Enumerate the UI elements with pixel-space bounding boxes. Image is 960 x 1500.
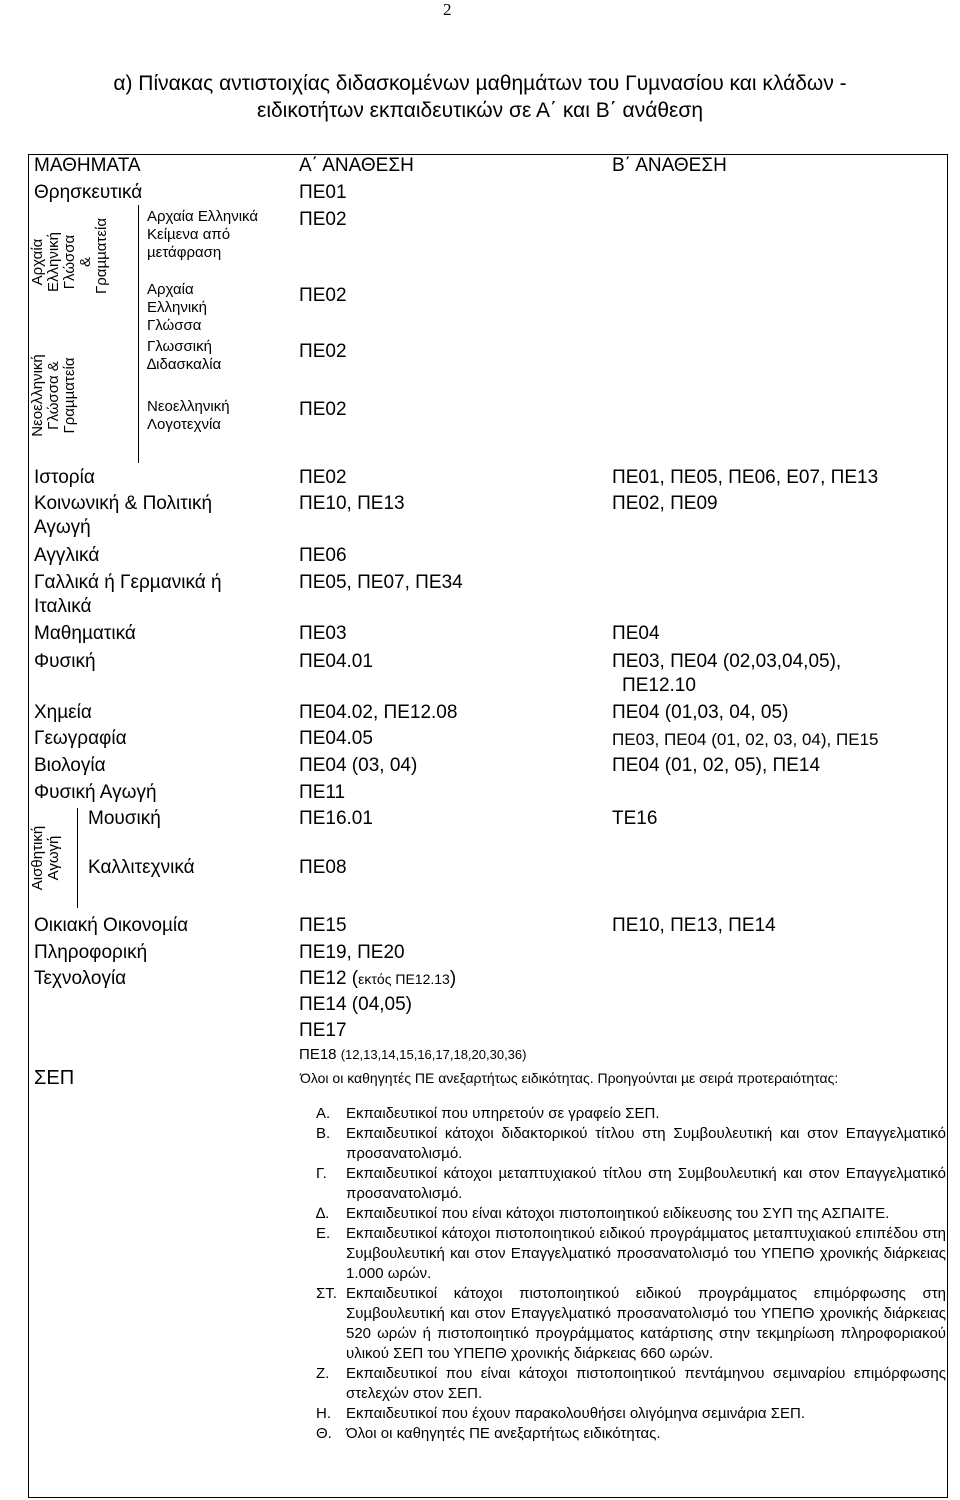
literature-a: ΠΕ02 [299, 399, 347, 420]
header-subject: ΜΑΘΗΜΑΤΑ [34, 155, 141, 176]
group-ancient-greek-label: Αρχαία Ελληνική Γλώσσα & Γραµµατεία [29, 217, 110, 294]
priority-item [316, 1164, 946, 1204]
priority-label: Ε. [316, 1225, 331, 1242]
home-econ-a: ΠΕ15 [299, 915, 347, 936]
priority-item [316, 1224, 946, 1284]
priority-text: Εκπαιδευτικοί που έχουν παρακολουθήσει ολιγόµηνα σεµινάρια ΣΕΠ. [346, 1405, 805, 1422]
geography-b: ΠΕ03, ΠΕ04 (01, 02, 03, 04), ΠΕ15 [612, 730, 879, 749]
home-econ-subject: Οικιακή Οικονοµία [34, 915, 189, 936]
arts-a: ΠΕ08 [299, 857, 347, 878]
priority-label: Θ. [316, 1425, 332, 1442]
title-line-2: ειδικοτήτων εκπαιδευτικών σε Α΄ και Β΄ ανάθεση [256, 99, 704, 122]
biology-b: ΠΕ04 (01, 02, 05), ΠΕ14 [612, 755, 821, 776]
aesthetic-group-divider [77, 808, 78, 908]
header-a-assignment: Α΄ ΑΝΑΘΕΣΗ [299, 155, 414, 176]
priority-item [316, 1104, 946, 1124]
maths-a: ΠΕ03 [299, 623, 347, 644]
ancient-lang-subject: Αρχαία Ελληνική Γλώσσα [147, 281, 208, 334]
chemistry-b: ΠΕ04 (01,03, 04, 05) [612, 702, 789, 723]
biology-subject: Βιολογία [34, 755, 106, 776]
priority-item [316, 1124, 946, 1164]
physics-b-line-1: ΠΕ03, ΠΕ04 (02,03,04,05), [612, 651, 842, 672]
chemistry-subject: Χηµεία [34, 702, 92, 723]
priority-text: Εκπαιδευτικοί που είναι κάτοχοι πιστοποιητικού πεντάµηνου σεµιναρίου επιµόρφωσης στελεχών στον ΣΕΠ. [346, 1365, 946, 1402]
priority-item [316, 1404, 946, 1424]
geography-a: ΠΕ04.05 [299, 728, 373, 749]
informatics-a: ΠΕ19, ΠΕ20 [299, 942, 405, 963]
informatics-subject: Πληροφορική [34, 942, 148, 963]
language-group-divider [138, 205, 139, 463]
physics-a: ΠΕ04.01 [299, 651, 373, 672]
title-line-1: α) Πίνακας αντιστοιχίας διδασκοµένων µαθηµάτων του Γυµνασίου και κλάδων - [113, 72, 847, 95]
language-a: ΠΕ02 [299, 341, 347, 362]
technology-a-line-2: ΠΕ14 (04,05) [299, 994, 413, 1015]
priority-text: Εκπαιδευτικοί κάτοχοι πιστοποιητικού ειδικού προγράµµατος µεταπτυχιακού επιπέδου στη Συµβουλευτική και στον Επαγγελµατικό προσανατολισµό του ΥΠΕΠΘ χρονικής διάρκειας 1.000 ωρών. [346, 1225, 946, 1282]
priority-item [316, 1424, 946, 1444]
english-subject: Αγγλικά [34, 545, 100, 566]
priority-label: Ζ. [316, 1365, 330, 1382]
page-number: 2 [443, 0, 452, 19]
technology-a-line-1: ΠΕ12 (εκτός ΠΕ12.13) [299, 968, 457, 989]
history-subject: Ιστορία [34, 467, 95, 488]
music-a: ΠΕ16.01 [299, 808, 373, 829]
table-top-border [28, 154, 948, 155]
table-right-border [947, 154, 948, 1497]
chemistry-a: ΠΕ04.02, ΠΕ12.08 [299, 702, 458, 723]
priority-text: Όλοι οι καθηγητές ΠΕ ανεξαρτήτως ειδικότητας. [346, 1425, 661, 1442]
biology-a: ΠΕ04 (03, 04) [299, 755, 418, 776]
civics-b: ΠΕ02, ΠΕ09 [612, 493, 718, 514]
maths-subject: Μαθηµατικά [34, 623, 136, 644]
civics-a: ΠΕ10, ΠΕ13 [299, 493, 405, 514]
technology-subject: Τεχνολογία [34, 968, 127, 989]
ancient-lang-a: ΠΕ02 [299, 285, 347, 306]
document-title [0, 70, 960, 124]
physics-subject: Φυσική [34, 651, 96, 672]
priority-label: ΣΤ. [316, 1285, 337, 1302]
group-aesthetic-label: Αισθητική Αγωγή [29, 825, 62, 891]
languages-a: ΠΕ05, ΠΕ07, ΠΕ34 [299, 572, 463, 593]
priority-label: Η. [316, 1405, 331, 1422]
priority-item [316, 1364, 946, 1404]
language-subject: Γλωσσική ∆ιδασκαλία [147, 338, 222, 373]
civics-subject-line-1: Κοινωνική & Πολιτική [34, 493, 213, 514]
table-bottom-border [28, 1497, 948, 1498]
technology-a-line-3: ΠΕ17 [299, 1020, 347, 1041]
maths-b: ΠΕ04 [612, 623, 660, 644]
languages-subject-line-1: Γαλλικά ή Γερµανικά ή [34, 572, 222, 593]
music-b: ΤΕ16 [612, 808, 658, 829]
group-modern-greek-label: Νεοελληνική Γλώσσα & Γραµµατεία [29, 354, 78, 437]
priority-text: Εκπαιδευτικοί κάτοχοι διδακτορικού τίτλου στη Συµβουλευτική και στον Επαγγελµατικό προσανατολισµό. [346, 1125, 946, 1162]
languages-subject-line-2: Ιταλικά [34, 596, 92, 617]
history-b: ΠΕ01, ΠΕ05, ΠΕ06, Ε07, ΠΕ13 [612, 467, 879, 488]
priority-item [316, 1284, 946, 1364]
arts-subject: Καλλιτεχνικά [88, 857, 195, 878]
history-a: ΠΕ02 [299, 467, 347, 488]
music-subject: Μουσική [88, 808, 161, 829]
sep-subject: ΣΕΠ [34, 1067, 75, 1089]
sep-priority-list [316, 1104, 946, 1444]
ancient-texts-subject: Αρχαία Ελληνικά Κείµενα από µετάφραση [147, 208, 259, 261]
civics-subject-line-2: Αγωγή [34, 517, 91, 538]
ancient-texts-a: ΠΕ02 [299, 209, 347, 230]
priority-label: Α. [316, 1105, 331, 1122]
header-b-assignment: Β΄ ΑΝΑΘΕΣΗ [612, 155, 727, 176]
priority-text: Εκπαιδευτικοί που υπηρετούν σε γραφείο ΣΕΠ. [346, 1105, 660, 1122]
priority-text: Εκπαιδευτικοί κάτοχοι πιστοποιητικού ειδικού προγράµµατος επιµόρφωσης στη Συµβουλευτική και στον Επαγγελµατικό προσανατολισµό του ΥΠΕΠΘ χρονικής διάρκειας 520 ωρών ή πιστοποιητικό προγράµµατος κατάρτισης στην τεκµηρίωση πληροφοριακού υλικού ΣΕΠ του ΥΠΕΠΘ χρονικής διάρκειας 660 ωρών. [346, 1285, 946, 1362]
priority-label: Γ. [316, 1165, 327, 1182]
physics-b-line-2: ΠΕ12.10 [622, 675, 696, 696]
religion-a: ΠΕ01 [299, 182, 347, 203]
pe-a: ΠΕ11 [299, 782, 346, 803]
priority-text: Εκπαιδευτικοί κάτοχοι µεταπτυχιακού τίτλου στη Συµβουλευτική και στον Επαγγελµατικό προσανατολισµό. [346, 1165, 946, 1202]
pe-subject: Φυσική Αγωγή [34, 782, 157, 803]
technology-a-line-4: ΠΕ18 (12,13,14,15,16,17,18,20,30,36) [299, 1046, 527, 1063]
literature-subject: Νεοελληνική Λογοτεχνία [147, 398, 230, 433]
sep-intro: Όλοι οι καθηγητές ΠΕ ανεξαρτήτως ειδικότητας. Προηγούνται µε σειρά προτεραιότητας: [300, 1070, 839, 1086]
priority-item [316, 1204, 946, 1224]
priority-label: Β. [316, 1125, 331, 1142]
english-a: ΠΕ06 [299, 545, 347, 566]
priority-label: ∆. [316, 1205, 330, 1222]
priority-text: Εκπαιδευτικοί που είναι κάτοχοι πιστοποιητικού ειδίκευσης του ΣΥΠ της ΑΣΠΑΙΤΕ. [346, 1205, 890, 1222]
geography-subject: Γεωγραφία [34, 728, 127, 749]
home-econ-b: ΠΕ10, ΠΕ13, ΠΕ14 [612, 915, 776, 936]
religion-subject: Θρησκευτικά [34, 182, 143, 203]
